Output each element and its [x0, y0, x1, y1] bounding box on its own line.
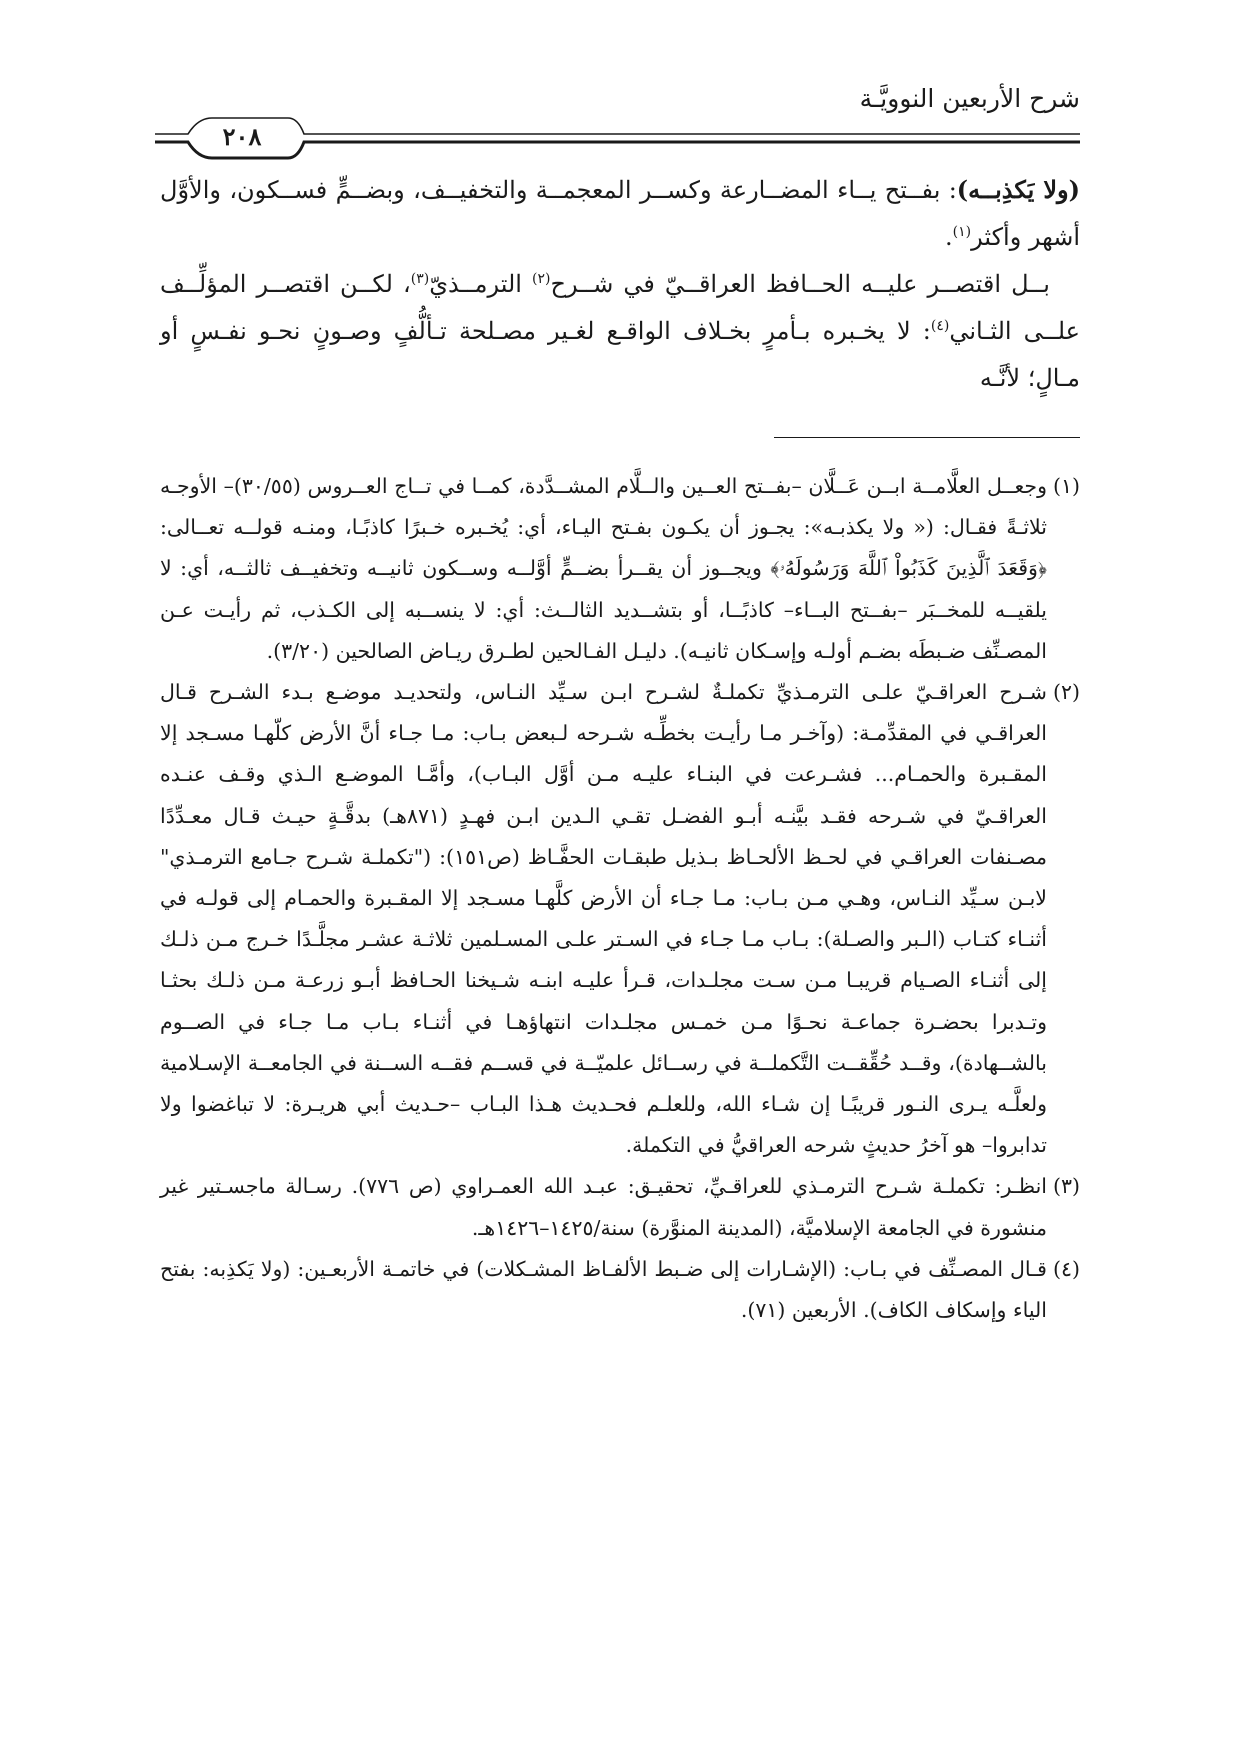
footnote-marker: (٤): [1052, 1256, 1080, 1281]
footnote-text: انظـر: تكملـة شـرح الترمـذي للعراقـيِّ، تحقيـق: عبـد الله العمـراوي (ص ٧٧٦). رسـالة ماجسـتير غير منشورة في الجامعة الإسلاميَّة، (المدينة المنوَّرة) سنة/١٤٢٥–١٤٢٦هـ.: [160, 1174, 1047, 1240]
footnote-marker: (٣): [1052, 1174, 1080, 1199]
main-paragraph: [160, 261, 1080, 402]
main-text-segment: .: [945, 223, 953, 251]
page-number: ٢٠٨: [222, 122, 262, 151]
main-text-segment: : بفــتح يــاء المضــارعة وكســر المعجمــة والتخفيــف، وبضــمٍّ فســكون، والأوَّل أشهر وأكثر: [160, 176, 1080, 251]
main-text-segment: : لا يخـبره بـأمرٍ بخـلاف الواقـع لغـير مصـلحة تـألُّفٍ وصـونٍ نحـو نفـسٍ أو مـالٍ؛ لأنَّـه: [160, 317, 1080, 392]
footnote-marker: (٢): [1052, 680, 1080, 705]
footnote-text: قـال المصـنِّف في بـاب: (الإشـارات إلى ضـبط الألفـاظ المشـكلات) في خاتمـة الأربعـين: (ولا يَكذِبه: بفتح الياء وإسكاف الكاف). الأربعين (٧١).: [160, 1256, 1047, 1323]
footnote-marker: (١): [1052, 474, 1080, 498]
footnote-ref: (٣): [410, 271, 430, 287]
footnote-ref: (٤): [930, 318, 950, 334]
footnotes: [160, 466, 1080, 1331]
footnote-text: وجعــل العلَّامــة ابــن عَــلَّان –بفــتح العــين والــلَّام المشــدَّدة، كمــا في تــاج العــروس (٣٠/٥٥)– الأوجـه ثلاثـةً فقـال: (« ولا يكذبـه»: يجـوز أن يكـون بفـتح اليـاء، أي: يُخـبره خـبرًا كاذبًـا، ومنـه قولــه تعــالى: ﴿وَقَعَدَ ٱلَّذِينَ كَذَبُواْ ٱللَّهَ وَرَسُولَهُۥ﴾ ويجــوز أن يقــرأ بضــمٍّ أوَّلــه وســكون ثانيــه وتخفيــف ثالثــه، أي: لا يلقيــه للمخــبَر –بفــتح البــاء– كاذبًــا، أو بتشــديد الثالــث: أي: لا ينســبه إلى الكـذب، ثم رأيـت عـن المصـنِّف ضـبطَه بضـم أولـه وإسـكان ثانيـه). دليـل الفـالحين لطـرق ريـاض الصالحين (٣/٢٠).: [160, 474, 1047, 663]
footnote: [160, 672, 1080, 1166]
footnote: [160, 466, 1080, 672]
footnote-separator: [774, 437, 1080, 438]
footnote-text: شـرح العراقـيّ علـى الترمـذيِّ تكملـةٌ لشـرح ابـن سـيِّد النـاس، ولتحديـد موضـع بـدء الشـرح قـال العراقـي في المقدِّمـة: (وآخـر مـا رأيـت بخطِّـه شـرحه لـبعض بـاب: مـا جـاء أنَّ الأرض كلّهـا مسـجد إلا المقـبرة والحمـام... فشـرعت في البنـاء عليـه مـن أوَّل البـاب)، وأمَّـا الموضـع الـذي وقـف عنـده العراقـيّ في شـرحه فقـد بيَّنـه أبـو الفضـل تقـي الـدين ابـن فهـدٍ (٨٧١هـ) بدقَّـةٍ حيـث قـال معـدِّدًا مصـنفات العراقـي في لحـظ الألحـاظ بـذيل طبقـات الحفَّـاظ (ص١٥١): ("تكملـة شـرح جـامع الترمـذي" لابـن سـيِّد النـاس، وهـي مـن بـاب: مـا جـاء أن الأرض كلَّهـا مسـجد إلا المقـبرة والحمـام إلى قولـه في أثنـاء كتـاب (الـبر والصـلة): بـاب مـا جـاء في السـتر علـى المسـلمين ثلاثـة عشـر مجلَّـدًا خـرج مـن ذلـك إلى أثنـاء الصـيام قريبـا مـن سـت مجلـدات، قـرأ عليـه ابنـه شـيخنا الحـافظ أبـو زرعـة مـن ذلـك بحثـا وتـدبرا بحضـرة جماعـة نحـوًا مـن خمـس مجلـدات انتهاؤهـا في أثنـاء بـاب مـا جـاء في الصــوم بالشــهادة)، وقــد حُقِّقــت التَّكملــة في رســائل علميّــة في قســم فقــه الســنة في الجامعــة الإسـلامية ولعلَّـه يـرى النـور قريبًـا إن شـاء الله، وللعلـم فحـديث هـذا البـاب –حـديث أبي هريـرة: لا تباغضوا ولا تدابروا– هو آخرُ حديثٍ شرحه العراقيُّ في التكملة.: [160, 680, 1047, 1158]
main-text-segment: بــل اقتصــر عليــه الحــافظ العراقــيّ في شــرح: [550, 270, 1050, 298]
hadith-lemma: (ولا يَكذِبــه): [956, 175, 1080, 204]
main-paragraph: [160, 166, 1080, 261]
footnote-ref: (٢): [531, 271, 551, 287]
footnote-ref: (١): [952, 224, 972, 240]
main-text: [160, 166, 1080, 402]
main-text-segment: الترمــذيّ: [429, 270, 532, 298]
footnote: [160, 1249, 1080, 1331]
header-rule: [0, 0, 1240, 160]
footnote: [160, 1166, 1080, 1248]
running-title: شرح الأربعين النوويَّـة: [859, 84, 1080, 113]
main-text-segment: ، لكــن اقتصــر المؤلِّــف علــى الثـاني: [160, 270, 1080, 345]
